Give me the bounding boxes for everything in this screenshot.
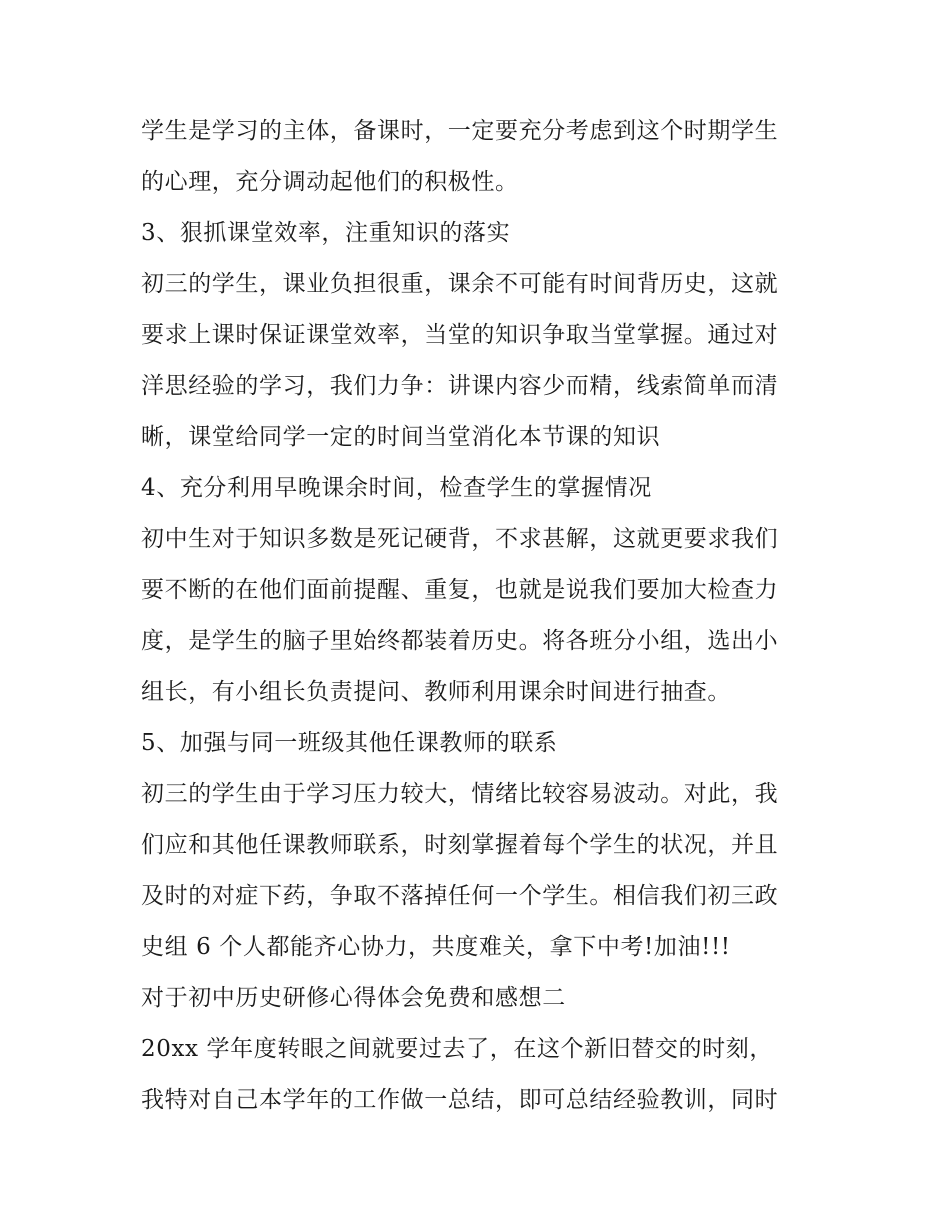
text-line: 史组 6 个人都能齐心协力，共度难关，拿下中考!加油!!! — [141, 934, 731, 960]
text-line: 洋思经验的学习，我们力争：讲课内容少而精，线索简单而清 — [141, 373, 779, 399]
text-line: 我特对自己本学年的工作做一总结，即可总结经验教训，同时 — [141, 1087, 779, 1113]
text-line: 的心理，充分调动起他们的积极性。 — [141, 169, 519, 195]
text-line: 初三的学生由于学习压力较大，情绪比较容易波动。对此，我 — [141, 781, 779, 807]
text-line: 20xx 学年度转眼之间就要过去了，在这个新旧替交的时刻， — [141, 1036, 773, 1062]
text-line: 组长，有小组长负责提问、教师利用课余时间进行抽查。 — [141, 679, 731, 705]
text-line: 初中生对于知识多数是死记硬背，不求甚解，这就更要求我们 — [141, 526, 779, 552]
text-line: 度，是学生的脑子里始终都装着历史。将各班分小组，选出小 — [141, 628, 779, 654]
text-line: 要不断的在他们面前提醒、重复，也就是说我们要加大检查力 — [141, 577, 779, 603]
text-line: 及时的对症下药，争取不落掉任何一个学生。相信我们初三政 — [141, 883, 779, 909]
text-line: 学生是学习的主体，备课时，一定要充分考虑到这个时期学生 — [141, 118, 779, 144]
text-line: 初三的学生，课业负担很重，课余不可能有时间背历史，这就 — [141, 271, 779, 297]
numbered-heading: 4、充分利用早晚课余时间，检查学生的掌握情况 — [141, 475, 652, 501]
section-title: 对于初中历史研修心得体会免费和感想二 — [141, 985, 566, 1011]
text-line: 要求上课时保证课堂效率，当堂的知识争取当堂掌握。通过对 — [141, 322, 779, 348]
numbered-heading: 3、狠抓课堂效率，注重知识的落实 — [141, 220, 511, 246]
numbered-heading: 5、加强与同一班级其他任课教师的联系 — [141, 730, 558, 756]
text-line: 们应和其他任课教师联系，时刻掌握着每个学生的状况，并且 — [141, 832, 779, 858]
text-line: 晰，课堂给同学一定的时间当堂消化本节课的知识 — [141, 424, 661, 450]
